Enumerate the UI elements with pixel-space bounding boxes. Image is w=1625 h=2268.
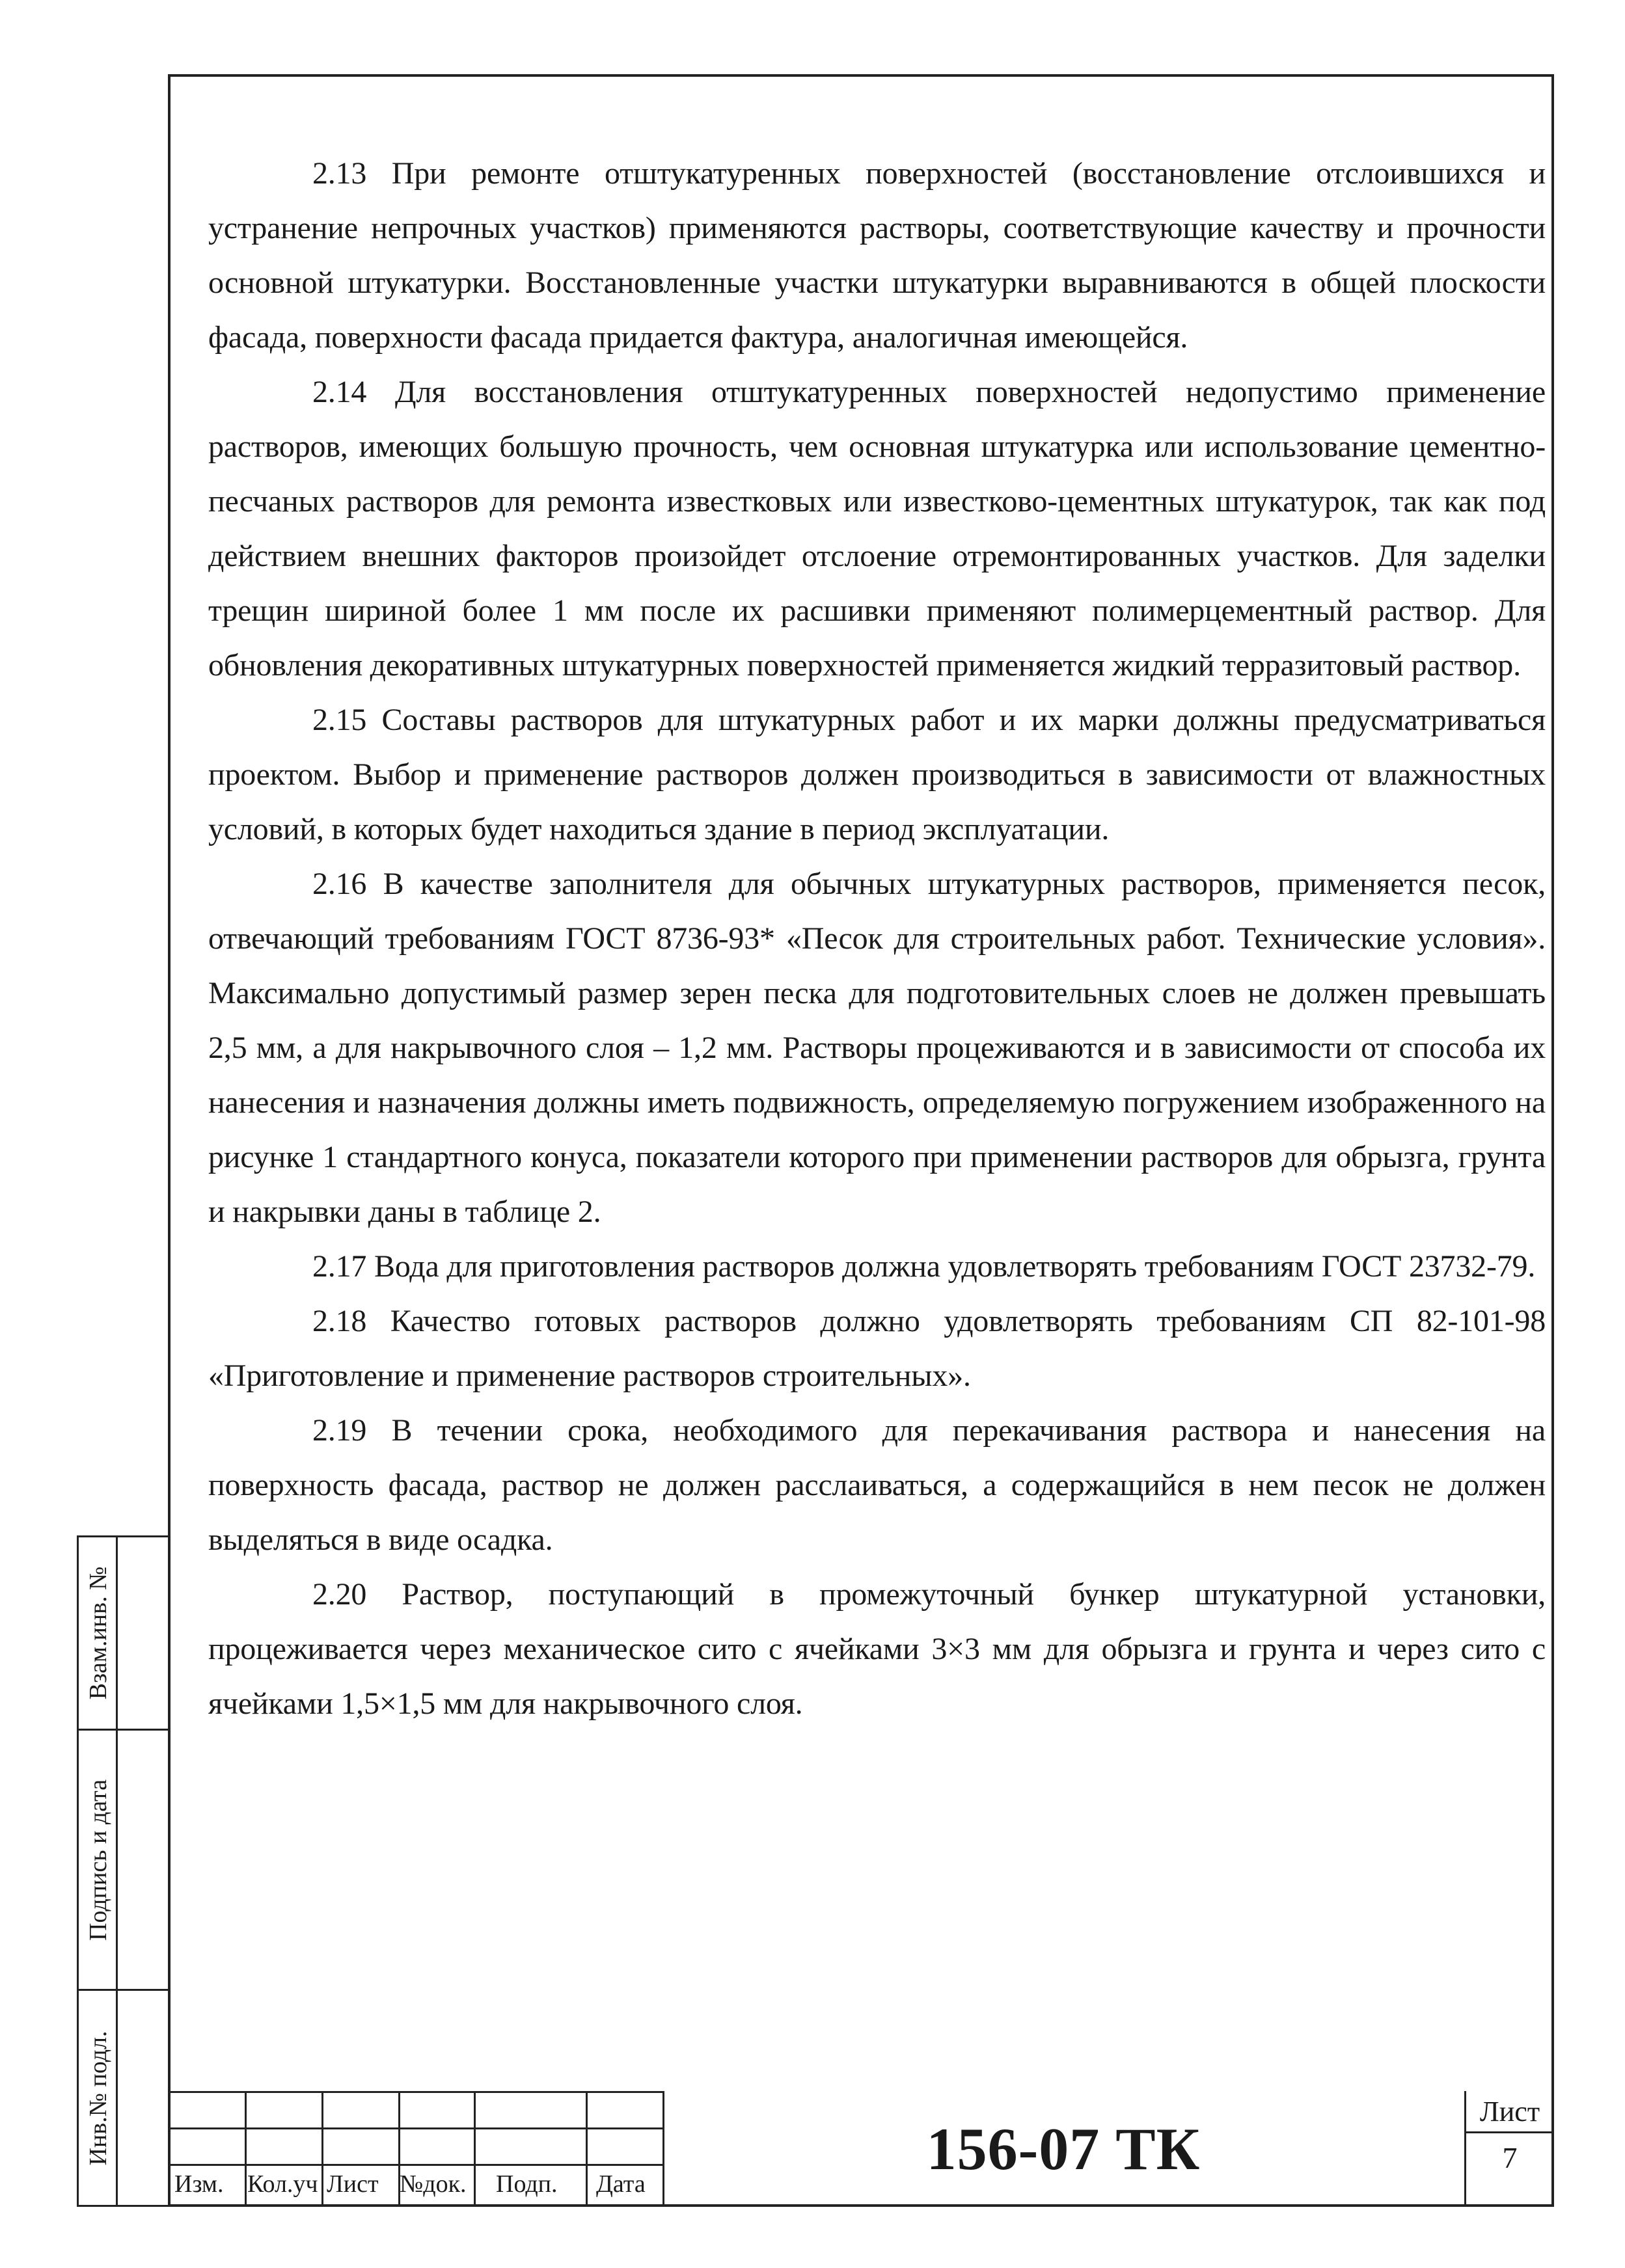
side-stamp-podpis: [77, 1731, 168, 1991]
side-stamp-podpis-label: Подпись и дата: [85, 1779, 112, 1941]
header-list: Лист: [327, 2170, 379, 2198]
paragraph-2-14: 2.14 Для восстановления отштукатуренных поверхностей недопустимо применение растворов, имеющих большую прочность, чем основная штукатурка или использование цементно-песчаных растворов для ремонта известковых или известково-цементных штукатурок, так как под действием внешних факторов произойдет отслоение отремонтированных участков. Для заделки трещин шириной более 1 мм после их расшивки применяют полимерцементный раствор. Для обновления декоративных штукатурных поверхностей применяется жидкий терразитовый раствор.: [208, 375, 1546, 682]
title-block-line: [321, 2091, 323, 2207]
header-ndok: №док.: [400, 2170, 467, 2198]
header-podp: Подп.: [496, 2170, 558, 2198]
header-izm: Изм.: [174, 2170, 224, 2198]
header-data: Дата: [596, 2170, 646, 2198]
paragraph-2-17: 2.17 Вода для приготовления растворов должна удовлетворять требованиям ГОСТ 23732-79.: [312, 1249, 1536, 1284]
title-block-line: [168, 2127, 662, 2129]
paragraph-2-20: 2.20 Раствор, поступающий в промежуточный бункер штукатурной установки, процеживается через механическое сито с ячейками 3×3 мм для обрызга и грунта и через сито с ячейками 1,5×1,5 мм для накрывочного слоя.: [208, 1577, 1546, 1721]
side-stamp-vzam: [77, 1535, 168, 1731]
paragraph-2-18: 2.18 Качество готовых растворов должно удовлетворять требованиям СП 82-101-98 «Приготовление и применение растворов строительных».: [208, 1304, 1546, 1393]
title-block-line: [586, 2091, 588, 2207]
paragraph-2-16: 2.16 В качестве заполнителя для обычных штукатурных растворов, применяется песок, отвечающий требованиям ГОСТ 8736-93* «Песок для строительных работ. Технические условия». Максимально допустимый размер зерен песка для подготовительных слоев не должен превышать 2,5 мм, а для накрывочного слоя – 1,2 мм. Растворы процеживаются и в зависимости от способа их нанесения и назначения должны иметь подвижность, определяемую погружением изображенного на рисунке 1 стандартного конуса, показатели которого при применении растворов для обрызга, грунта и накрывки даны в таблице 2.: [208, 867, 1546, 1229]
sheet-label: Лист: [1479, 2096, 1540, 2127]
sheet-number: 7: [1502, 2141, 1518, 2174]
header-kol-uch: Кол.уч: [247, 2170, 318, 2198]
title-block-line: [1464, 2131, 1554, 2133]
side-stamp-inv: [77, 1991, 168, 2207]
paragraph-2-15: 2.15 Составы растворов для штукатурных работ и их марки должны предусматриваться проектом. Выбор и применение растворов должен производиться в зависимости от влажностных условий, в которых будет находиться здание в период эксплуатации.: [208, 703, 1546, 846]
paragraph-2-19: 2.19 В течении срока, необходимого для перекачивания раствора и нанесения на поверхность фасада, раствор не должен расслаиваться, а содержащийся в нем песок не должен выделяться в виде осадка.: [208, 1413, 1546, 1557]
side-stamp-inv-label: Инв.№ подл.: [85, 2030, 112, 2166]
side-stamp-vzam-label: Взам.инв. №: [85, 1566, 112, 1700]
document-body: [208, 146, 1546, 1731]
paragraph-2-13: 2.13 При ремонте отштукатуренных поверхностей (восстановление отслоившихся и устранение непрочных участков) применяются растворы, соответствующие качеству и прочности основной штукатурки. Восстановленные участки штукатурки выравниваются в общей плоскости фасада, поверхности фасада придается фактура, аналогичная имеющейся.: [208, 156, 1546, 355]
title-block-line: [168, 2164, 662, 2166]
title-block-line: [474, 2091, 476, 2207]
title-block-line: [245, 2091, 247, 2207]
document-code: 156-07 ТК: [926, 2116, 1201, 2182]
title-block-line: [168, 2091, 662, 2093]
